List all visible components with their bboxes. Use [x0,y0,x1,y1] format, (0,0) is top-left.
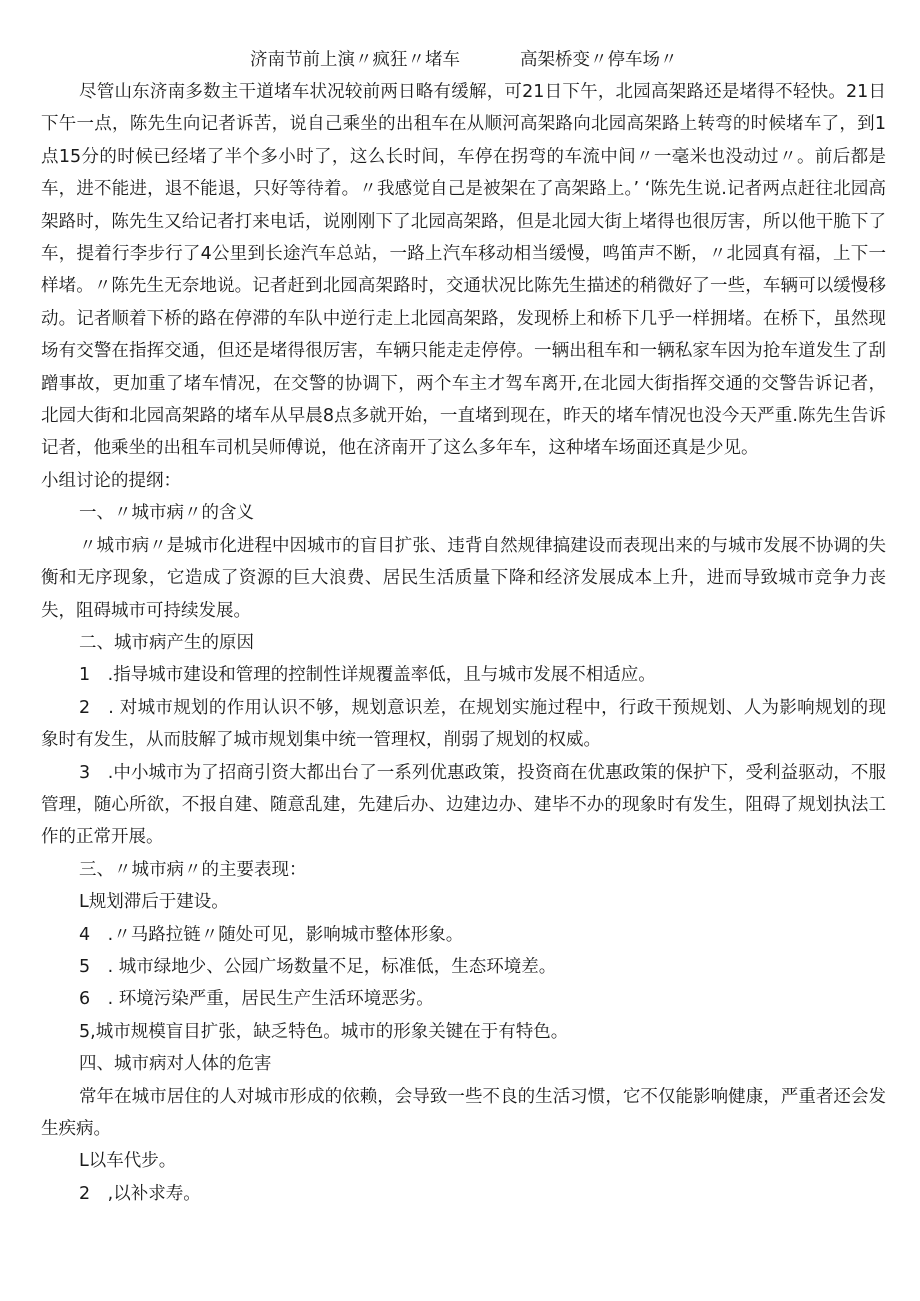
section-2-item-2: 2 . 对城市规划的作用认识不够，规划意识差，在规划实施过程中，行政干预规划、人为影响规划的现象时有发生，从而肢解了城市规划集中统一管理权，削弱了规划的权威。 [41,697,886,751]
title-part-1: 济南节前上演〃疯狂〃堵车 [250,50,460,70]
section-3-item-2: 4 .〃马路拉链〃随处可见，影响城市整体形象。 [79,924,464,945]
document-page [41,44,886,1210]
section-4-heading: 四、城市病对人体的危害 [79,1054,272,1075]
section-2-heading: 二、城市病产生的原因 [79,632,254,653]
section-3-heading: 三、〃城市病〃的主要表现： [79,859,307,880]
section-3-item-3: 5 . 城市绿地少、公园广场数量不足，标准低，生态环境差。 [79,956,557,977]
section-1-heading: 一、〃城市病〃的含义 [79,503,254,524]
section-4-item-1: L以车代步。 [79,1151,177,1172]
title-part-2: 高架桥变〃停车场〃 [520,50,678,70]
section-2-item-3: 3 .中小城市为了招商引资大都出台了一系列优惠政策，投资商在优惠政策的保护下，受利益驱动，不服管理，随心所欲，不报自建、随意乱建，先建后办、边建边办、建毕不办的现象时有发生，阻碍了规划执法工作的正常开展。 [41,762,886,848]
section-3-item-1: L规划滞后于建设。 [79,892,229,913]
section-1-body: 〃城市病〃是城市化进程中因城市的盲目扩张、违背自然规律搞建设而表现出来的与城市发展不协调的失衡和无序现象，它造成了资源的巨大浪费、居民生活质量下降和经济发展成本上升，进而导致城市竞争力丧失，阻碍城市可持续发展。 [41,535,886,621]
document-title [41,44,886,76]
section-3-item-5: 5,城市规模盲目扩张，缺乏特色。城市的形象关键在于有特色。 [79,1021,569,1042]
section-4-body: 常年在城市居住的人对城市形成的依赖，会导致一些不良的生活习惯，它不仅能影响健康，严重者还会发生疾病。 [41,1086,886,1139]
discussion-heading: 小组讨论的提纲： [41,470,181,491]
section-2-item-1: 1 .指导城市建设和管理的控制性详规覆盖率低，且与城市发展不相适应。 [79,665,656,686]
section-4-item-2: 2 ,以补求寿。 [79,1183,201,1204]
article-paragraph: 尽管山东济南多数主干道堵车状况较前两日略有缓解，可21日下午，北园高架路还是堵得不轻快。21日下午一点，陈先生向记者诉苦，说自己乘坐的出租车在从顺河高架路向北园高架路上转弯的时候堵车了，到1点15分的时候已经堵了半个多小时了，这么长时间，车停在拐弯的车流中间〃一毫米也没动过〃。前后都是车，进不能进，退不能退，只好等待着。〃我感觉自己是被架在了高架路上。’ ‘陈先生说.记者两点赶往北园高架路时，陈先生又给记者打来电话，说刚刚下了北园高架路，但是北园大街上堵得也很厉害，所以他干脆下了车，提着行李步行了4公里到长途汽车总站，一路上汽车移动相当缓慢，鸣笛声不断，〃北园真有福，上下一样堵。〃陈先生无奈地说。记者赶到北园高架路时，交通状况比陈先生描述的稍微好了一些，车辆可以缓慢移动。记者顺着下桥的路在停滞的车队中逆行走上北园高架路，发现桥上和桥下几乎一样拥堵。在桥下，虽然现场有交警在指挥交通，但还是堵得很厉害，车辆只能走走停停。一辆出租车和一辆私家车因为抢车道发生了刮蹭事故，更加重了堵车情况，在交警的协调下，两个车主才驾车离开,在北园大街指挥交通的交警告诉记者，北园大街和北园高架路的堵车从早晨8点多就开始，一直堵到现在，昨天的堵车情况也没今天严重.陈先生告诉记者，他乘坐的出租车司机吴师傅说，他在济南开了这么多年车，这种堵车场面还真是少见。 [41,82,886,459]
section-3-item-4: 6 . 环境污染严重，居民生产生活环境恶劣。 [79,989,434,1010]
